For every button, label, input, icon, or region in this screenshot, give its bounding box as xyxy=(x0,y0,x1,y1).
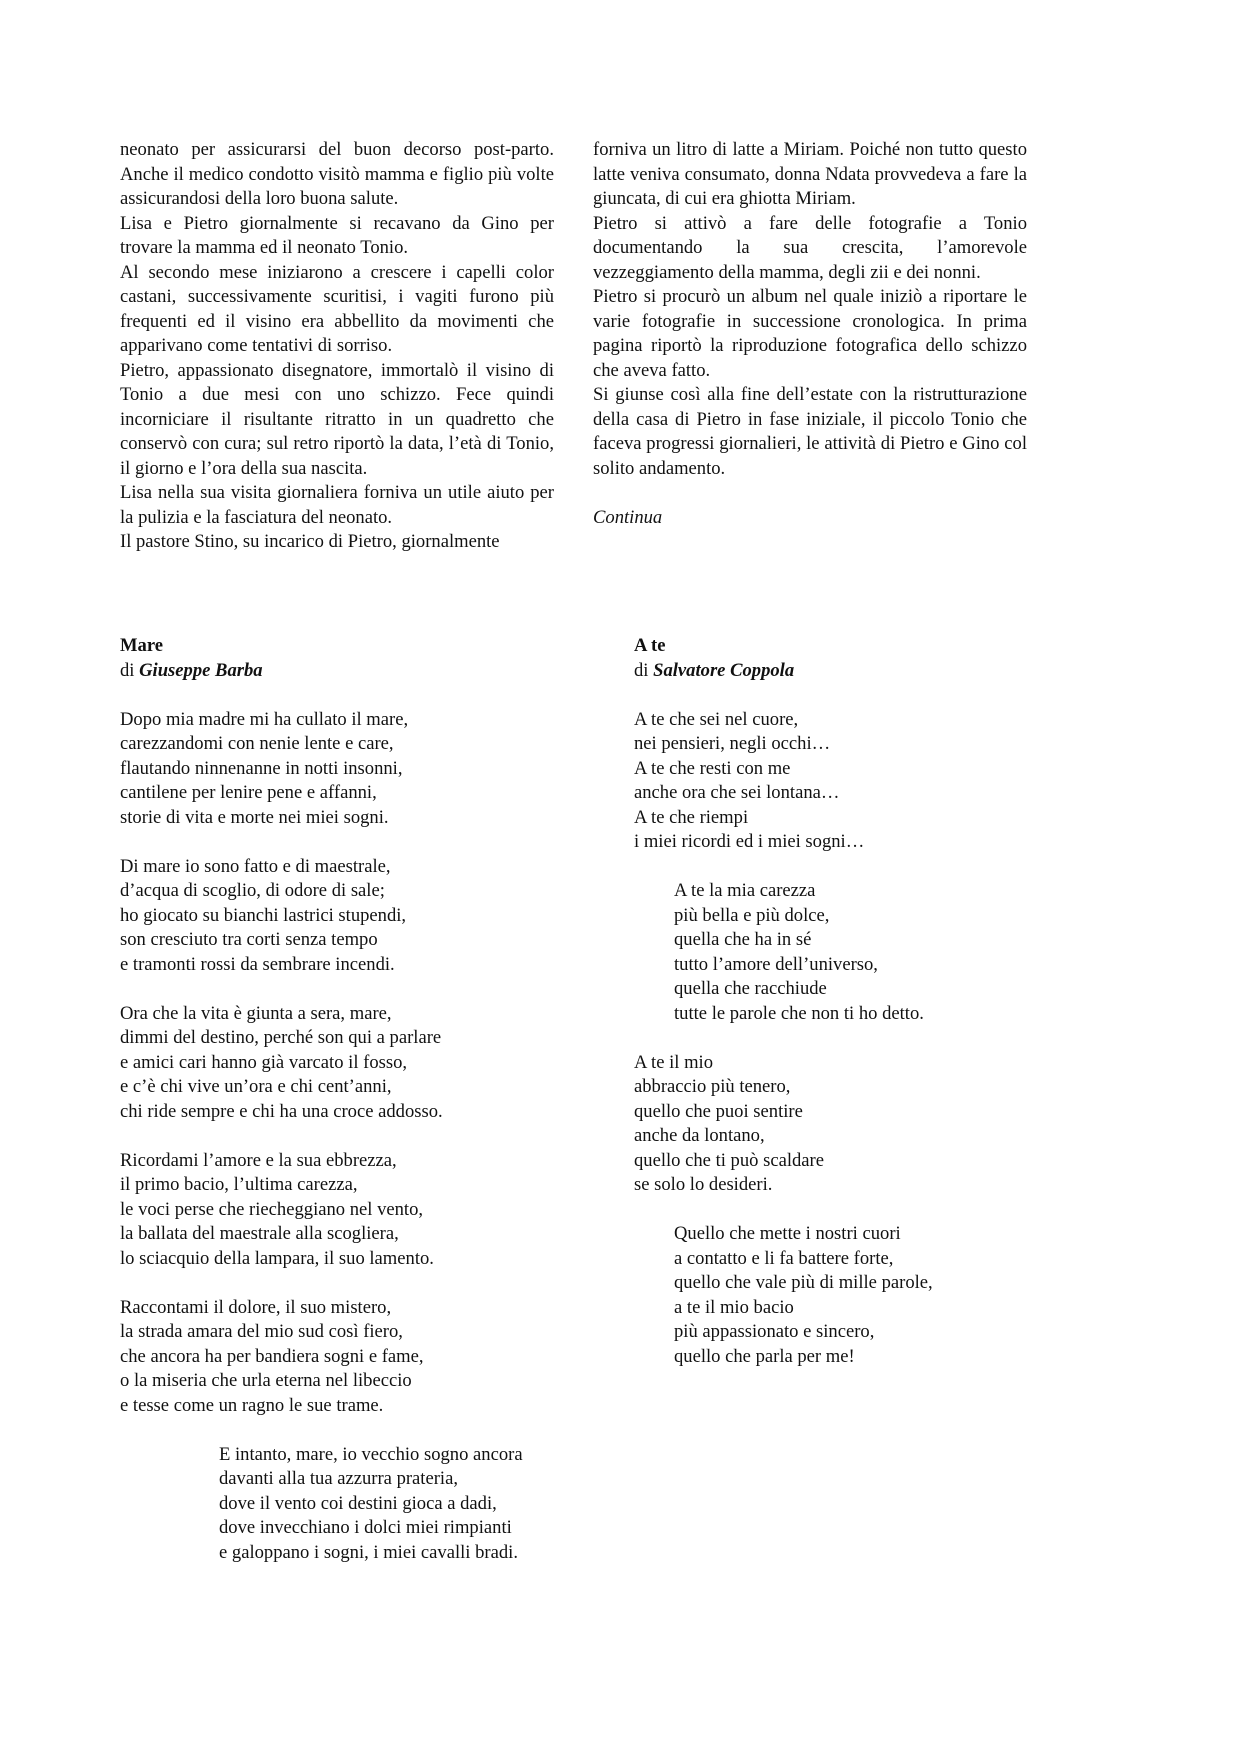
poem-line: nei pensieri, negli occhi… xyxy=(634,733,831,754)
poem-line: flautando ninnenanne in notti insonni, xyxy=(120,757,403,779)
poem-stanza xyxy=(634,708,1154,855)
poem-stanza xyxy=(634,879,1154,1026)
prose-paragraph: neonato per assicurarsi del buon decorso post-parto. Anche il medico condotto visitò mamma e figlio più volte assicurandosi della loro buona salute. xyxy=(120,139,554,209)
poem-byline xyxy=(120,659,640,684)
poem-mare xyxy=(120,634,640,1590)
poem-line: e amici cari hanno già varcato il fosso, xyxy=(120,1051,408,1073)
poem-line: anche ora che sei lontana… xyxy=(634,782,840,803)
byline-prefix: di xyxy=(634,659,649,681)
poem-line: più bella e più dolce, xyxy=(674,904,830,926)
poem-line: storie di vita e morte nei miei sogni. xyxy=(120,806,389,828)
poem-line: Ora che la vita è giunta a sera, mare, xyxy=(120,1002,392,1024)
poem-line: lo sciacquio della lampara, il suo lamento. xyxy=(120,1247,434,1269)
poem-line: Raccontami il dolore, il suo mistero, xyxy=(120,1296,392,1318)
poem-line: quella che ha in sé xyxy=(674,929,812,950)
poem-line: E intanto, mare, io vecchio sogno ancora xyxy=(219,1443,523,1465)
poem-line: tutto l’amore dell’universo, xyxy=(674,953,878,975)
poem-stanza xyxy=(120,1149,640,1272)
poem-line: e tramonti rossi da sembrare incendi. xyxy=(120,953,395,975)
poem-line: dove invecchiano i dolci miei rimpianti xyxy=(219,1517,512,1538)
poem-line: a te il mio bacio xyxy=(674,1296,794,1318)
prose-paragraph: Si giunse così alla fine dell’estate con la ristrutturazione della casa di Pietro in fase iniziale, il piccolo Tonio che faceva progressi giornalieri, le attività di Pietro e Gino col solito andamento. xyxy=(593,384,1027,479)
poem-stanza xyxy=(634,1222,1154,1369)
poem-line: la strada amara del mio sud così fiero, xyxy=(120,1321,403,1342)
poem-line: e c’è chi vive un’ora e chi cent’anni, xyxy=(120,1076,392,1097)
poem-stanza xyxy=(120,708,640,831)
poem-line: e galoppano i sogni, i miei cavalli bradi. xyxy=(219,1541,518,1563)
poem-line: A te che resti con me xyxy=(634,757,791,779)
prose-paragraph: Lisa nella sua visita giornaliera forniva un utile aiuto per la pulizia e la fasciatura del neonato. xyxy=(120,482,554,528)
poem-stanza xyxy=(120,1443,640,1566)
poem-line: chi ride sempre e chi ha una croce addosso. xyxy=(120,1100,443,1122)
poem-line: e tesse come un ragno le sue trame. xyxy=(120,1394,384,1416)
poem-line: quello che vale più di mille parole, xyxy=(674,1272,933,1293)
poem-stanza xyxy=(120,1002,640,1125)
prose-paragraph: Pietro si attivò a fare delle fotografie a Tonio documentando la sua crescita, l’amorevole vezzeggiamento della mamma, degli zii e dei nonni. xyxy=(593,212,1027,283)
poem-line: o la miseria che urla eterna nel libeccio xyxy=(120,1370,412,1391)
poem-line: dimmi del destino, perché son qui a parlare xyxy=(120,1027,442,1048)
poem-line: davanti alla tua azzurra prateria, xyxy=(219,1468,458,1489)
poem-stanza xyxy=(120,855,640,978)
poem-line: son cresciuto tra corti senza tempo xyxy=(120,929,378,950)
prose-paragraph: Al secondo mese iniziarono a crescere i capelli color castani, successivamente scuritisi, i vagiti furono più frequenti ed il visino era abbellito da movimenti che apparivano come tentativi di sorriso. xyxy=(120,261,554,356)
poem-line: il primo bacio, l’ultima carezza, xyxy=(120,1174,358,1195)
poem-line: se solo lo desideri. xyxy=(634,1174,773,1195)
poem-line: quello che parla per me! xyxy=(674,1345,855,1367)
poem-line: A te la mia carezza xyxy=(674,880,816,901)
poem-line: ho giocato su bianchi lastrici stupendi, xyxy=(120,904,407,926)
poem-line: Dopo mia madre mi ha cullato il mare, xyxy=(120,708,409,730)
poem-line: che ancora ha per bandiera sogni e fame, xyxy=(120,1345,424,1367)
poem-line: A te che riempi xyxy=(634,806,749,828)
poem-line: le voci perse che riecheggiano nel vento, xyxy=(120,1198,424,1220)
poem-line: A te il mio xyxy=(634,1051,714,1073)
prose-paragraph: Il pastore Stino, su incarico di Pietro, giornalmente xyxy=(120,531,500,552)
poem-line: quello che ti può scaldare xyxy=(634,1149,824,1171)
poem-line: carezzandomi con nenie lente e care, xyxy=(120,733,394,754)
poem-line: anche da lontano, xyxy=(634,1125,765,1146)
poem-line: la ballata del maestrale alla scogliera, xyxy=(120,1223,399,1244)
poem-a-te xyxy=(634,634,1154,1394)
poem-line: A te che sei nel cuore, xyxy=(634,708,799,730)
continua-label: Continua xyxy=(593,506,663,528)
byline-prefix: di xyxy=(120,659,135,681)
prose-column-left xyxy=(120,138,554,555)
poem-stanza xyxy=(120,1296,640,1419)
poem-title: Mare xyxy=(120,635,164,656)
poem-line: più appassionato e sincero, xyxy=(674,1321,875,1342)
prose-paragraph: Pietro, appassionato disegnatore, immortalò il visino di Tonio a due mesi con uno schizzo. Fece quindi incorniciare il risultante ritratto in un quadretto che conservò con cura; sul retro riportò la data, l’età di Tonio, il giorno e l’ora della sua nascita. xyxy=(120,359,554,479)
poem-line: Ricordami l’amore e la sua ebbrezza, xyxy=(120,1149,397,1171)
poem-line: quello che puoi sentire xyxy=(634,1100,803,1122)
poem-line: cantilene per lenire pene e affanni, xyxy=(120,782,377,803)
poem-byline xyxy=(634,659,1154,684)
prose-column-right xyxy=(593,138,1027,530)
poem-line: a contatto e li fa battere forte, xyxy=(674,1247,894,1269)
prose-paragraph: forniva un litro di latte a Miriam. Poiché non tutto questo latte veniva consumato, donna Ndata provvedeva a fare la giuncata, di cui era ghiotta Miriam. xyxy=(593,139,1027,209)
poem-stanza xyxy=(634,1051,1154,1198)
poem-line: i miei ricordi ed i miei sogni… xyxy=(634,831,865,852)
poem-title: A te xyxy=(634,635,666,656)
poem-line: d’acqua di scoglio, di odore di sale; xyxy=(120,880,385,901)
poem-line: tutte le parole che non ti ho detto. xyxy=(674,1002,924,1024)
poem-author: Giuseppe Barba xyxy=(139,659,263,681)
prose-paragraph: Lisa e Pietro giornalmente si recavano da Gino per trovare la mamma ed il neonato Tonio. xyxy=(120,212,554,258)
poem-line: Di mare io sono fatto e di maestrale, xyxy=(120,855,391,877)
poem-line: abbraccio più tenero, xyxy=(634,1076,791,1097)
poem-line: dove il vento coi destini gioca a dadi, xyxy=(219,1492,497,1514)
poem-author: Salvatore Coppola xyxy=(653,659,795,681)
poem-line: Quello che mette i nostri cuori xyxy=(674,1223,901,1244)
poem-line: quella che racchiude xyxy=(674,978,827,999)
prose-paragraph: Pietro si procurò un album nel quale iniziò a riportare le varie fotografie in successione cronologica. In prima pagina riportò la riproduzione fotografica dello schizzo che aveva fatto. xyxy=(593,286,1027,381)
